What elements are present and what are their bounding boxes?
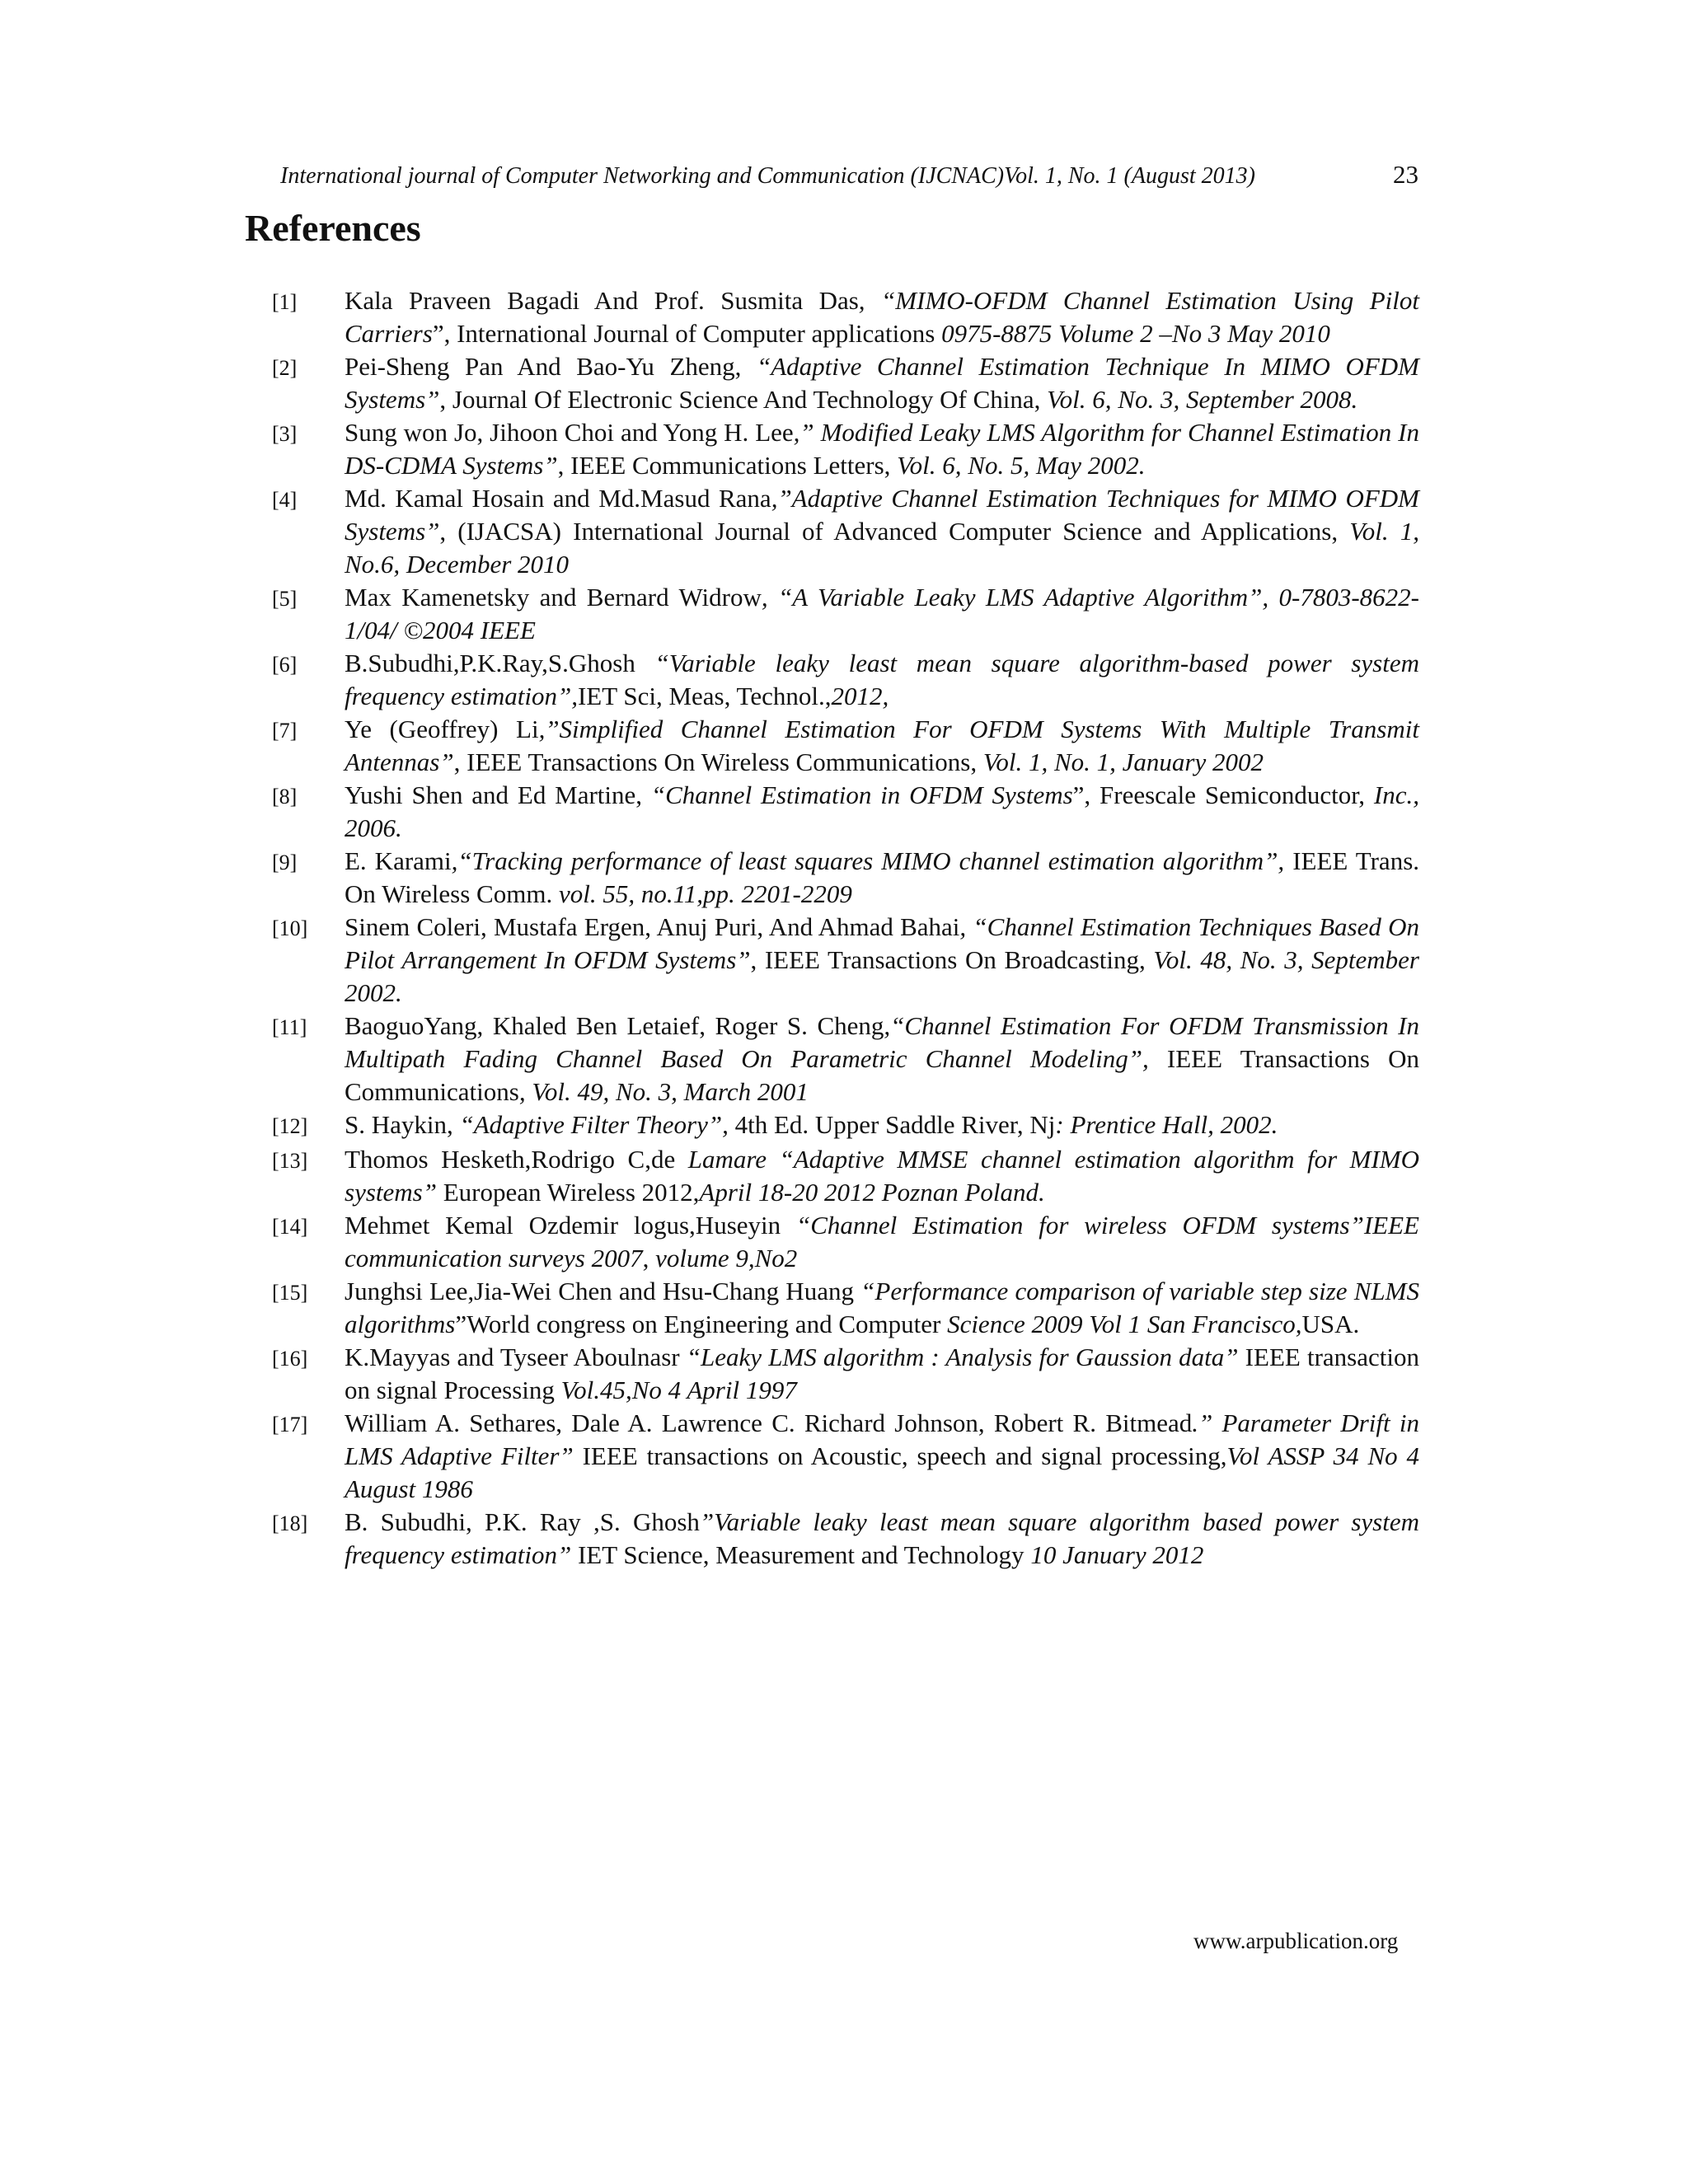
reference-number: [1] (272, 290, 298, 314)
reference-segment: 4th Ed. Upper Saddle River, Nj (728, 1110, 1056, 1139)
reference-text (345, 1275, 1419, 1341)
reference-segment: IET Science, Measurement and Technology (571, 1540, 1031, 1569)
reference-italic-segment: Vol. 1, No.6, December 2010 (345, 517, 1419, 579)
reference-item (272, 1209, 1419, 1275)
reference-italic-segment: ”Variable leaky least mean square algorithm based power system frequency estimation” (345, 1507, 1419, 1569)
reference-italic-segment: Vol.45,No 4 April 1997 (560, 1376, 797, 1404)
reference-italic-segment: Inc., 2006. (345, 780, 1419, 842)
reference-item (272, 284, 1419, 350)
reference-number: [17] (272, 1413, 308, 1436)
reference-list (272, 284, 1419, 1572)
reference-item (272, 1010, 1419, 1108)
reference-italic-segment: volume 9,No2 (655, 1244, 798, 1272)
reference-italic-segment: “Adaptive Filter Theory”, (459, 1110, 729, 1139)
reference-number: [14] (272, 1215, 308, 1239)
reference-item (272, 1108, 1419, 1143)
reference-segment: K.Mayyas and Tyseer Aboulnasr (345, 1343, 687, 1371)
reference-segment: , (642, 1244, 656, 1272)
reference-italic-segment: Science 2009 Vol 1 San Francisco, (947, 1310, 1302, 1338)
reference-segment: , IEEE Communications Letters, (557, 451, 898, 480)
reference-italic-segment: “Leaky LMS algorithm : Analysis for Gaussion data” (686, 1343, 1239, 1371)
reference-text (345, 779, 1419, 845)
reference-segment: Junghsi Lee,Jia-Wei Chen and Hsu-Chang Huang (345, 1277, 861, 1305)
reference-item (272, 647, 1419, 713)
page-number: 23 (1393, 160, 1418, 189)
reference-segment: Sung won Jo, Jihoon Choi and Yong H. Lee (345, 418, 794, 447)
reference-italic-segment: “Channel Estimation for wireless OFDM systems”IEEE communication surveys 2007 (345, 1211, 1419, 1272)
reference-item (272, 1275, 1419, 1341)
reference-italic-segment: ,”Adaptive Channel Estimation Techniques for MIMO OFDM Systems” (345, 484, 1419, 546)
reference-italic-segment: vol. 55, no.11,pp. 2201-2209 (558, 879, 852, 908)
reference-italic-segment: April 18-20 2012 Poznan Poland. (699, 1178, 1045, 1207)
reference-text (345, 284, 1419, 350)
reference-item (272, 1407, 1419, 1506)
reference-segment: Pei-Sheng Pan And Bao-Yu Zheng, (345, 352, 757, 381)
reference-segment: Max Kamenetsky and Bernard Widrow (345, 583, 762, 612)
reference-text (345, 581, 1419, 647)
reference-italic-segment: 0975-8875 Volume 2 –No 3 May 2010 (941, 319, 1330, 348)
reference-text (345, 1010, 1419, 1108)
reference-number: [2] (272, 356, 298, 380)
reference-item (272, 581, 1419, 647)
reference-italic-segment: , “A Variable Leaky LMS Adaptive Algorithm”, 0-7803-8622-1/04/ ©2004 IEEE (345, 583, 1419, 644)
reference-number: [6] (272, 653, 298, 677)
reference-text (345, 1341, 1419, 1407)
reference-segment: , IEEE Transactions On Broadcasting, (750, 945, 1154, 974)
reference-italic-segment: “Performance comparison of variable step size NLMS algorithms (345, 1277, 1419, 1338)
section-title: References (245, 207, 421, 249)
reference-item (272, 1506, 1419, 1572)
reference-number: [8] (272, 785, 298, 808)
reference-italic-segment: ,“Channel Estimation For OFDM Transmission In Multipath Fading Channel Based On Parametric Channel Modeling”, (345, 1011, 1419, 1073)
reference-number: [11] (272, 1015, 307, 1039)
reference-number: [18] (272, 1511, 308, 1535)
reference-text (345, 1506, 1419, 1572)
reference-number: [12] (272, 1114, 308, 1138)
reference-segment: IEEE transaction on signal Processing (345, 1343, 1419, 1404)
reference-item (272, 416, 1419, 482)
reference-italic-segment: , Vol. 49, No. 3, March 2001 (518, 1077, 809, 1106)
reference-item (272, 911, 1419, 1010)
reference-segment: B.Subudhi,P.K.Ray,S.Ghosh (345, 649, 655, 677)
reference-text (345, 647, 1419, 713)
reference-segment: IEEE transactions on Acoustic, speech and signal processing, (573, 1441, 1227, 1470)
reference-text (345, 845, 1419, 911)
reference-italic-segment: Vol ASSP 34 No 4 August 1986 (345, 1441, 1420, 1503)
reference-text (345, 1209, 1419, 1275)
footer-url[interactable]: www.arpublication.org (1193, 1929, 1399, 1953)
reference-italic-segment: Lamare “Adaptive MMSE channel estimation algorithm for MIMO systems” (345, 1145, 1420, 1207)
reference-number: [16] (272, 1347, 308, 1371)
reference-segment: IEEE Transactions On Communications (345, 1044, 1419, 1106)
reference-italic-segment: ,”Simplified Channel Estimation For OFDM Systems With Multiple Transmit Antennas” (345, 715, 1419, 776)
reference-segment: IET Sci, Meas, Technol., (577, 682, 832, 710)
reference-item (272, 1143, 1419, 1209)
reference-segment: Yushi Shen and Ed Martine, (345, 780, 651, 809)
reference-segment: Thomos Hesketh,Rodrigo C,de (345, 1145, 688, 1174)
reference-segment: , Journal Of Electronic Science And Technology Of China, (439, 385, 1048, 414)
reference-segment: Mehmet Kemal Ozdemir logus,Huseyin (345, 1211, 796, 1240)
reference-number: [13] (272, 1149, 308, 1173)
reference-segment: IEEE Trans. On Wireless Comm. (345, 846, 1420, 908)
reference-segment: ”World congress on Engineering and Computer (455, 1310, 948, 1338)
reference-item (272, 713, 1419, 779)
running-head: International journal of Computer Networking and Communication (IJCNAC)Vol. 1, No. 1 (August 2013) (280, 163, 1255, 189)
reference-segment: S. Haykin, (345, 1110, 460, 1139)
reference-segment: B. Subudhi, P.K. Ray ,S. Ghosh (345, 1507, 700, 1536)
reference-italic-segment: , “Channel Estimation Techniques Based On Pilot Arrangement In OFDM Systems” (345, 912, 1419, 974)
reference-number: [10] (272, 916, 308, 940)
reference-italic-segment: Vol. 6, No. 3, September 2008. (1047, 385, 1358, 414)
reference-text (345, 416, 1419, 482)
reference-segment: European Wireless 2012, (436, 1178, 700, 1207)
reference-segment: Kala Praveen Bagadi And Prof. Susmita Das (345, 286, 859, 315)
reference-number: [5] (272, 587, 298, 611)
reference-italic-segment: 10 January 2012 (1030, 1540, 1204, 1569)
reference-number: [3] (272, 422, 298, 446)
reference-text (345, 1108, 1419, 1141)
reference-number: [4] (272, 488, 298, 512)
reference-segment: Sinem Coleri, Mustafa Ergen, Anuj Puri, And Ahmad Bahai (345, 912, 960, 941)
reference-segment: , (IJACSA) International Journal of Advanced Computer Science and Applications, (439, 517, 1350, 546)
reference-number: [15] (272, 1281, 308, 1305)
reference-number: [9] (272, 851, 298, 874)
reference-text (345, 911, 1419, 1010)
reference-italic-segment: “Channel Estimation in OFDM Systems (650, 780, 1073, 809)
reference-italic-segment: .” Parameter Drift in LMS Adaptive Filter” (345, 1408, 1419, 1470)
reference-segment: Ye (Geoffrey) Li (345, 715, 539, 743)
reference-text (345, 1143, 1419, 1209)
reference-italic-segment: Vol. 48, No. 3, September 2002. (345, 945, 1419, 1007)
reference-italic-segment: “Variable leaky least mean square algorithm-based power system frequency estimation”, (345, 649, 1419, 710)
reference-italic-segment: ,” Modified Leaky LMS Algorithm for Channel Estimation In DS-CDMA Systems” (345, 418, 1419, 480)
reference-segment: ”, International Journal of Computer applications (432, 319, 942, 348)
reference-item (272, 482, 1419, 581)
reference-segment: USA. (1301, 1310, 1360, 1338)
reference-italic-segment: Vol. 6, No. 5, May 2002. (897, 451, 1146, 480)
reference-number: [7] (272, 719, 298, 743)
reference-italic-segment: Vol. 1, No. 1, January 2002 (982, 748, 1264, 776)
reference-text (345, 482, 1419, 581)
reference-text (345, 713, 1419, 779)
reference-segment: BaoguoYang, Khaled Ben Letaief, Roger S. Cheng (345, 1011, 884, 1040)
reference-text (345, 350, 1419, 416)
reference-item (272, 350, 1419, 416)
reference-segment: , IEEE Transactions On Wireless Communications, (453, 748, 983, 776)
reference-italic-segment: : Prentice Hall, 2002. (1055, 1110, 1278, 1139)
reference-segment: Md. Kamal Hosain and Md.Masud Rana (345, 484, 771, 513)
reference-item (272, 1341, 1419, 1407)
reference-italic-segment: 2012, (831, 682, 889, 710)
reference-italic-segment: , “MIMO-OFDM Channel Estimation Using Pilot Carriers (345, 286, 1419, 348)
reference-italic-segment: ,“Tracking performance of least squares MIMO channel estimation algorithm”, (451, 846, 1285, 875)
reference-segment: ”, Freescale Semiconductor, (1072, 780, 1374, 809)
reference-segment: E. Karami (345, 846, 452, 875)
reference-item (272, 779, 1419, 845)
reference-italic-segment: “Adaptive Channel Estimation Technique In MIMO OFDM Systems” (345, 352, 1419, 414)
reference-item (272, 845, 1419, 911)
reference-text (345, 1407, 1419, 1506)
reference-segment: William A. Sethares, Dale A. Lawrence C. Richard Johnson, Robert R. Bitmead (345, 1408, 1193, 1437)
